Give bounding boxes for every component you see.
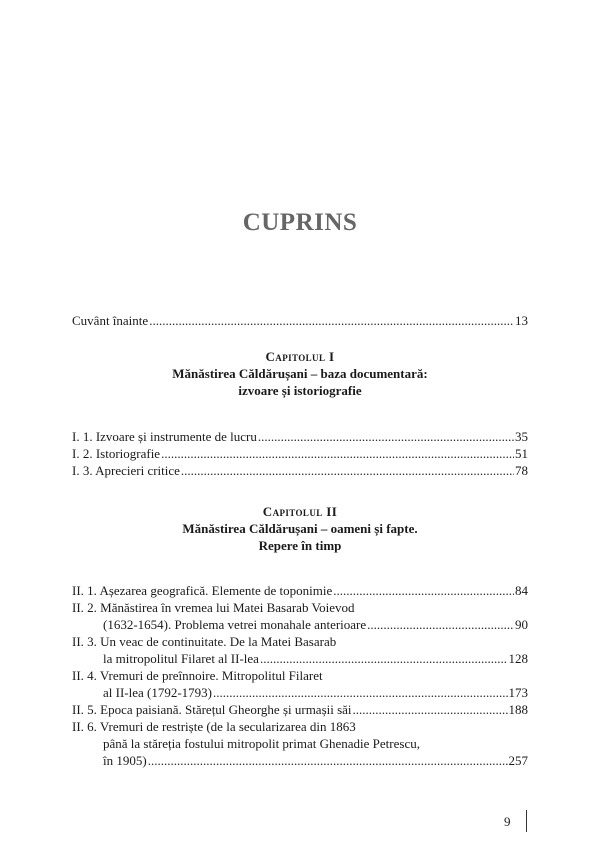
toc-page-number: 35 xyxy=(515,429,528,444)
toc-entry-text: II. 6. Vremuri de restriște (de la secularizarea din 1863 xyxy=(72,719,356,734)
toc-entry[interactable] xyxy=(72,312,528,329)
toc-page-number: 173 xyxy=(508,685,528,700)
toc-entry-text: II. 5. Epoca paisiană. Stărețul Gheorghe și urmașii săi xyxy=(72,702,352,717)
toc-entry-text: în 1905) xyxy=(103,753,147,768)
toc-page-number: 257 xyxy=(508,753,528,768)
toc-entry-text: I. 3. Aprecieri critice xyxy=(72,463,180,478)
toc-entry[interactable] xyxy=(72,718,528,769)
toc-page-number: 78 xyxy=(515,463,528,478)
leader-dots xyxy=(148,752,508,769)
leader-dots xyxy=(149,312,514,329)
chapter-1-entries xyxy=(72,428,528,479)
toc-entry-text: I. 1. Izvoare și instrumente de lucru xyxy=(72,429,257,444)
toc-entry-text: II. 4. Vremuri de preînnoire. Mitropolitul Filaret xyxy=(72,668,323,683)
toc-entry[interactable] xyxy=(72,633,528,667)
toc-page-number: 128 xyxy=(508,651,528,666)
leader-dots xyxy=(213,684,507,701)
toc-entry-text: Cuvânt înainte xyxy=(72,313,149,328)
toc-page-number: 13 xyxy=(515,313,528,328)
toc-entry[interactable] xyxy=(72,582,528,599)
leader-dots xyxy=(258,428,514,445)
toc-page-number: 84 xyxy=(515,583,528,598)
page-number: 9 xyxy=(504,814,511,829)
chapter-title-line: Repere în timp xyxy=(258,538,342,553)
leader-dots xyxy=(353,701,508,718)
chapter-title-line: izvoare și istoriografie xyxy=(238,383,362,398)
toc-page-number: 51 xyxy=(515,446,528,461)
toc-entry[interactable] xyxy=(72,445,528,462)
leader-dots xyxy=(333,582,514,599)
toc-entry-text: până la stăreția fostului mitropolit primat Ghenadie Petrescu, xyxy=(103,736,420,751)
toc-entry[interactable] xyxy=(72,428,528,445)
toc-entry-text: II. 3. Un veac de continuitate. De la Matei Basarab xyxy=(72,634,337,649)
toc-page-number: 90 xyxy=(515,617,528,632)
chapter-2-heading xyxy=(72,503,528,554)
leader-dots xyxy=(161,445,514,462)
toc-entry-text: II. 1. Așezarea geografică. Elemente de toponimie xyxy=(72,583,333,598)
toc-entry-text: II. 2. Mănăstirea în vremea lui Matei Basarab Voievod xyxy=(72,600,355,615)
toc-page-number: 188 xyxy=(508,702,528,717)
folio-rule xyxy=(526,810,527,832)
toc-intro xyxy=(72,312,528,329)
leader-dots xyxy=(260,650,508,667)
chapter-title-line: Mănăstirea Căldărușani – baza documentară: xyxy=(172,366,428,381)
toc-entry[interactable] xyxy=(72,667,528,701)
chapter-label: Capitolul I xyxy=(265,349,335,364)
toc-entry[interactable] xyxy=(72,462,528,479)
page-title: CUPRINS xyxy=(242,209,358,236)
chapter-2-entries xyxy=(72,582,528,769)
toc-entry[interactable] xyxy=(72,599,528,633)
toc-entry[interactable] xyxy=(72,701,528,718)
chapter-1-heading xyxy=(72,348,528,399)
chapter-label: Capitolul II xyxy=(262,504,338,519)
leader-dots xyxy=(181,462,514,479)
toc-entry-text: I. 2. Istoriografie xyxy=(72,446,161,461)
leader-dots xyxy=(367,616,514,633)
chapter-title-line: Mănăstirea Căldărușani – oameni și fapte. xyxy=(182,521,418,536)
toc-entry-text: la mitropolitul Filaret al II-lea xyxy=(103,651,259,666)
toc-entry-text: al II-lea (1792-1793) xyxy=(103,685,213,700)
toc-entry-text: (1632-1654). Problema vetrei monahale anterioare xyxy=(103,617,367,632)
